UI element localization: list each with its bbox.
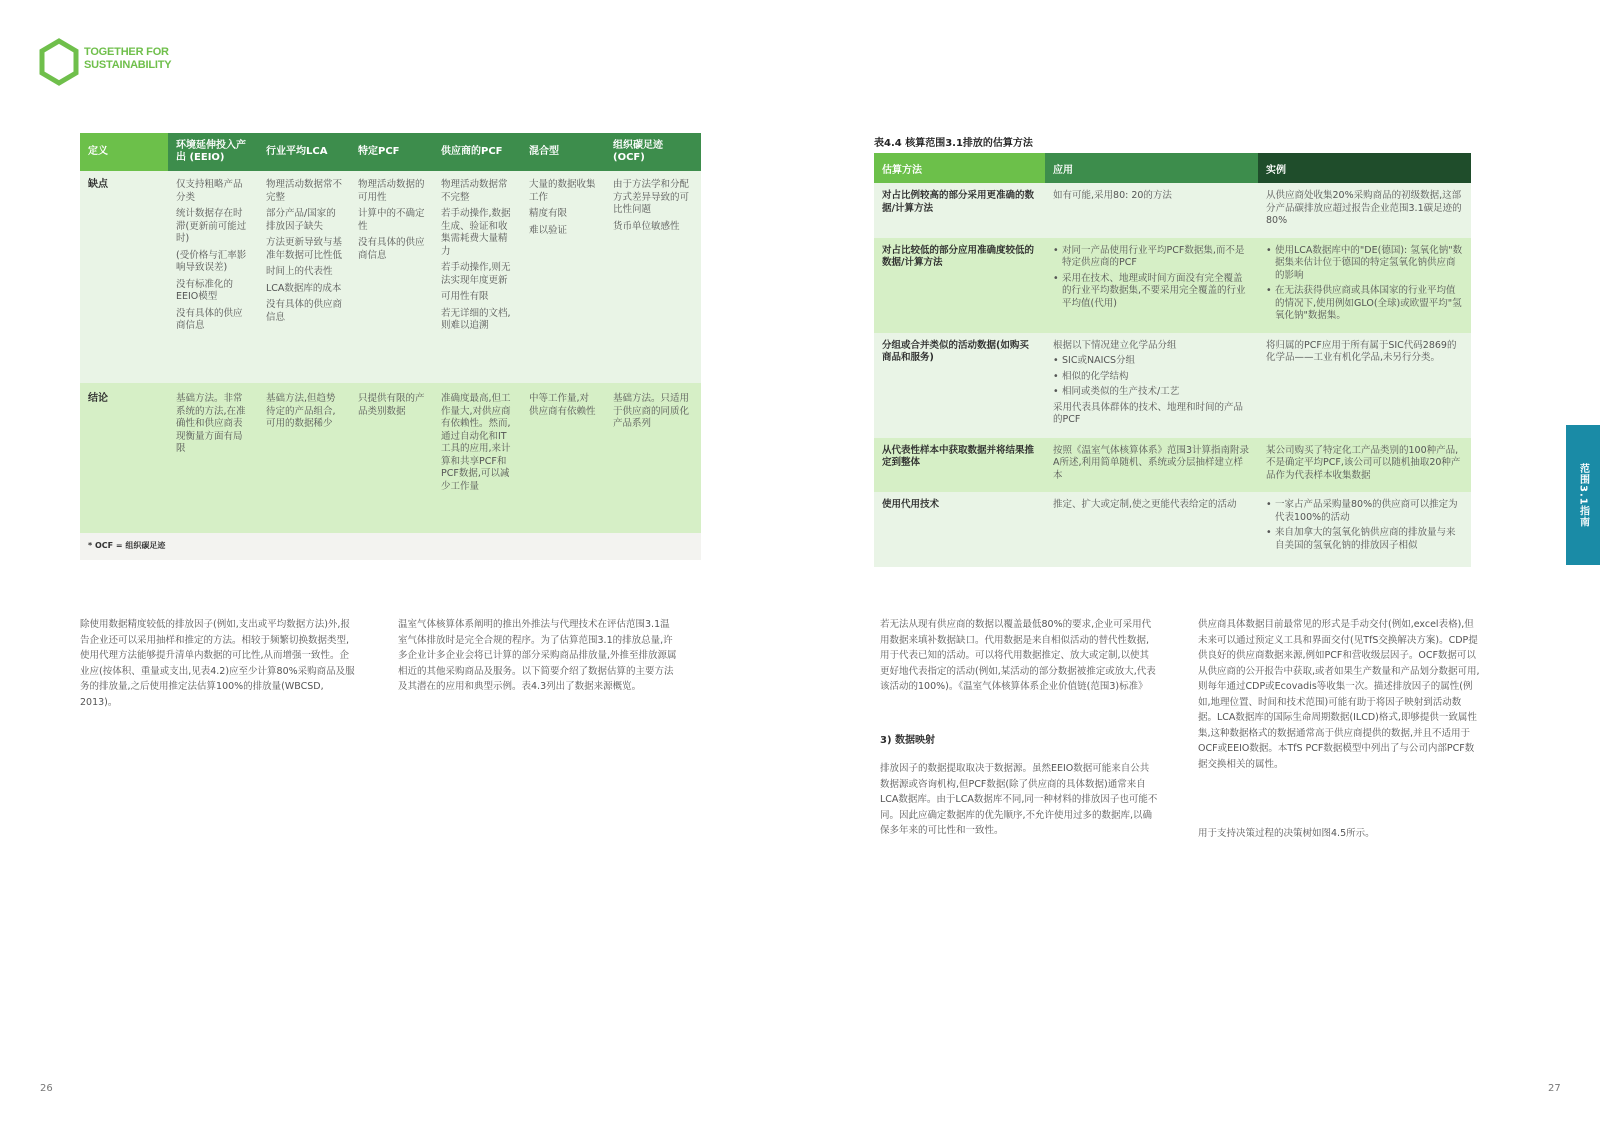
list-item: • 采用在技术、地理或时间方面没有完全覆盖的行业平均数据集,不要采用完全覆盖的行业平均值(代用) [1053,273,1250,311]
table-cell [433,383,521,533]
column-header: 估算方法 [874,153,1045,183]
column-header: 混合型 [521,133,605,171]
table-cell [258,171,350,383]
cell-text: 计算中的不确定性 [358,208,425,232]
cell-text: 物理活动数据常不完整 [266,179,343,203]
table-cell [258,383,350,533]
table-cell [521,383,605,533]
application-cell [1045,333,1258,438]
cell-text: 只提供有限的产品类别数据 [358,393,425,417]
method-cell: 使用代用技术 [874,492,1045,567]
method-cell: 对占比较低的部分应用准确度较低的数据/计算方法 [874,238,1045,333]
table-header-row [874,153,1471,183]
cell-text: 准确度最高,但工作量大,对供应商有依赖性。然而,通过自动化和IT工具的应用,来计算和共享PCF和PCF数据,可以减少工作量 [441,393,511,492]
cell-text: 由于方法学和分配方式差异导致的可比性问题 [613,179,690,215]
body-paragraph: 温室气体核算体系阐明的推出外推法与代理技术在评估范围3.1温室气体排放时是完全合规的程序。为了估算范围3.1的排放总量,许多企业计多企业会将已计算的部分采购商品排放量,外推至排放源属相近的其他采购商品及服务。以下简要介绍了数据估算的主要方法及其潜在的应用和典型示例。表4.3列出了数据来源概览。 [398,619,677,692]
logo-text [84,46,171,72]
cell-text: 可用性有限 [441,291,489,302]
table-row-defects [80,171,701,383]
cell-text: 若无详细的文档,则难以追溯 [441,307,511,331]
body-paragraph: 若无法从现有供应商的数据以覆盖最低80%的要求,企业可采用代用数据来填补数据缺口。代用数据是来自相似活动的替代性数据,用于代表已知的活动。可以将代用数据推定、放大或定制,以使其更好地代表指定的活动(例如,某活动的部分数据被推定或放大,代表该活动的100%)。《温室气体核算体系企业价值链(范围3)标准》 [880,619,1156,692]
table-row [874,183,1471,238]
cell-text: 根据以下情况建立化学品分组 [1053,339,1177,351]
table-row [874,333,1471,438]
cell-text: 从供应商处收集20%采购商品的初级数据,这部分产品碳排放应超过报告企业范围3.1碳足迹的80% [1266,190,1462,226]
bullet-list [1053,245,1250,311]
cell-text: 统计数据存在时滞(更新前可能过时) [176,208,247,244]
list-item: • 使用LCA数据库中的"DE(德国): 氢氧化钠"数据集来估计位于德国的特定氢氧化钠供应商的影响 [1266,245,1463,283]
brand-logo [38,38,178,86]
table-header-row [80,133,701,171]
estimation-methods-table [874,153,1471,567]
table-cell [521,171,605,383]
method-cell: 分组或合并类似的活动数据(如购买商品和服务) [874,333,1045,438]
bullet-list [1053,355,1250,399]
table-row [874,492,1471,567]
column-header: 特定PCF [350,133,433,171]
table-row-conclusion [80,383,701,533]
table-cell [605,171,701,383]
cell-text: 某公司购买了特定化工产品类别的100种产品,不是确定平均PCF,该公司可以随机抽取20种产品作为代表样本收集数据 [1266,444,1461,481]
cell-text: 精度有限 [529,208,568,219]
list-item: • 来自加拿大的氢氧化钠供应商的排放量与来自美国的氢氧化钠的排放因子相似 [1266,527,1463,552]
list-item: • SIC或NAICS分组 [1053,355,1250,368]
cell-text: 若手动操作,数据生成、验证和收集需耗费大量精力 [441,208,511,257]
example-cell [1258,183,1471,238]
cell-text: 没有具体的供应商信息 [176,307,243,331]
section-side-tab[interactable] [1566,425,1600,565]
cell-text: 大量的数据收集工作 [529,179,596,203]
cell-text: 没有标准化的EEIO模型 [176,278,234,302]
body-paragraph: 排放因子的数据提取取决于数据源。虽然EEIO数据可能来自公共数据源或咨询机构,但PCF数据(除了供应商的具体数据)通常来自LCA数据库。由于LCA数据库不同,同一种材料的排放因子也可能不同。因此应确定数据库的优先顺序,不允许使用过多的数据库,以确保多年来的可比性和一致性。 [880,763,1158,836]
method-cell: 对占比例较高的部分采用更准确的数据/计算方法 [874,183,1045,238]
cell-text: 货币单位敏感性 [613,220,680,232]
cell-text: 仅支持粗略产品分类 [176,179,243,203]
column-header: 定义 [80,133,168,171]
table-cell [168,383,258,533]
cell-text: 时间上的代表性 [266,266,333,277]
cell-text: 如有可能,采用80: 20的方法 [1053,190,1172,201]
cell-text: LCA数据库的成本 [266,282,342,294]
section-subheading: 3) 数据映射 [880,735,936,746]
example-cell [1258,492,1471,567]
table-title: 表4.4 核算范围3.1排放的估算方法 [874,138,1033,149]
cell-text: 若手动操作,则无法实现年度更新 [441,262,511,286]
application-cell [1045,492,1258,567]
table-cell [605,383,701,533]
cell-text: 按照《温室气体核算体系》范围3计算指南附录A所述,利用简单随机、系统或分层抽样建立样本 [1053,444,1250,481]
page-number-left: 26 [40,1083,53,1094]
example-cell [1258,438,1471,493]
table-cell [350,383,433,533]
column-header: 环境延伸投入产出 (EEIO) [168,133,258,171]
cell-text: 中等工作量,对供应商有依赖性 [529,393,596,417]
table-cell [168,171,258,383]
list-item: • 相同或类似的生产技术/工艺 [1053,386,1250,399]
application-cell [1045,238,1258,333]
cell-text: 推定、扩大或定制,使之更能代表给定的活动 [1053,499,1237,510]
body-paragraph: 供应商具体数据目前最常见的形式是手动交付(例如,excel表格),但未来可以通过预定义工具和界面交付(见TfS交换解决方案)。CDP提供良好的供应商数据来源,例如PCF和营收级层因子。OCF数据可以从供应商的公开报告中获取,或者如果生产数量和产品划分数据可用,则每年通过CDP或Ecovadis等收集一次。描述排放因子的属性(例如,地理位置、时间和技术范围)可能有助于将因子映射到活动数据。LCA数据库的国际生命周期数据(ILCD)格式,即够提供一致属性集,这种数据格式的数据通常高于供应商提供的数据,并且不适用于OCF或EEIO数据。本TfS PCF数据模型中列出了与公司内部PCF数据交换相关的属性。 [1198,619,1480,770]
method-comparison-table [80,133,701,560]
table-footnote: * OCF = 组织碳足迹 [80,533,701,560]
cell-text: 基础方法。只适用于供应商的同质化产品系列 [613,393,690,429]
column-header: 行业平均LCA [258,133,350,171]
list-item: • 相似的化学结构 [1053,371,1250,384]
cell-text: 采用代表具体群体的技术、地理和时间的产品的PCF [1053,401,1244,425]
example-cell [1258,333,1471,438]
body-paragraph: 用于支持决策过程的决策树如图4.5所示。 [1198,828,1375,839]
bullet-list [1266,499,1463,552]
cell-text: 物理活动数据常不完整 [441,179,508,203]
side-tab-label: 范围3.1指南 [1577,462,1589,528]
list-item: • 一家占产品采购量80%的供应商可以推定为代表100%的活动 [1266,499,1463,524]
cell-text: 物理活动数据的可用性 [358,179,425,203]
column-header: 实例 [1258,153,1471,183]
cell-text: 难以验证 [529,224,568,236]
cell-text: 基础方法,但趋势待定的产品组合,可用的数据稀少 [266,393,336,429]
bullet-list [1266,245,1463,323]
cell-text: 基础方法。非常系统的方法,在准确性和供应商表现衡量方面有局限 [176,393,246,454]
table-cell [433,171,521,383]
table-footnote-row [80,533,701,560]
table-row [874,438,1471,493]
cell-text: 部分产品/国家的排放因子缺失 [266,208,336,232]
method-cell: 从代表性样本中获取数据并将结果推定到整体 [874,438,1045,493]
row-label: 缺点 [80,171,168,383]
cell-text: 没有具体的供应商信息 [266,299,343,323]
logo-line-1: TOGETHER FOR [84,46,169,58]
row-label: 结论 [80,383,168,533]
cell-text: 没有具体的供应商信息 [358,237,425,261]
application-cell [1045,183,1258,238]
logo-line-2: SUSTAINABILITY [84,59,172,71]
table-cell [350,171,433,383]
cell-text: 方法更新导致与基准年数据可比性低 [266,237,343,261]
hexagon-icon [38,38,80,86]
list-item: • 在无法获得供应商或具体国家的行业平均值的情况下,使用例如GLO(全球)或欧盟平均"氢氧化钠"数据集。 [1266,285,1463,323]
body-paragraph: 除使用数据精度较低的排放因子(例如,支出或平均数据方法)外,报告企业还可以采用抽样和推定的方法。相较于频繁切换数据类型,使用代理方法能够提升清单内数据的可比性,从而增强一致性。企业应(按体积、重量或支出,见表4.2)应至少计算80%采购商品及服务的排放量,之后使用推定法估算100%的排放量(WBCSD, 2013)。 [80,619,355,708]
column-header: 组织碳足迹 (OCF) [605,133,701,171]
cell-text: (受价格与汇率影响导致误差) [176,249,247,273]
column-header: 供应商的PCF [433,133,521,171]
list-item: • 对同一产品使用行业平均PCF数据集,而不是特定供应商的PCF [1053,245,1250,270]
cell-text: 将归属的PCF应用于所有属于SIC代码2869的化学品——工业有机化学品,未另行分类。 [1266,339,1457,363]
column-header: 应用 [1045,153,1258,183]
table-row [874,238,1471,333]
example-cell [1258,238,1471,333]
application-cell [1045,438,1258,493]
page-number-right: 27 [1548,1083,1561,1094]
